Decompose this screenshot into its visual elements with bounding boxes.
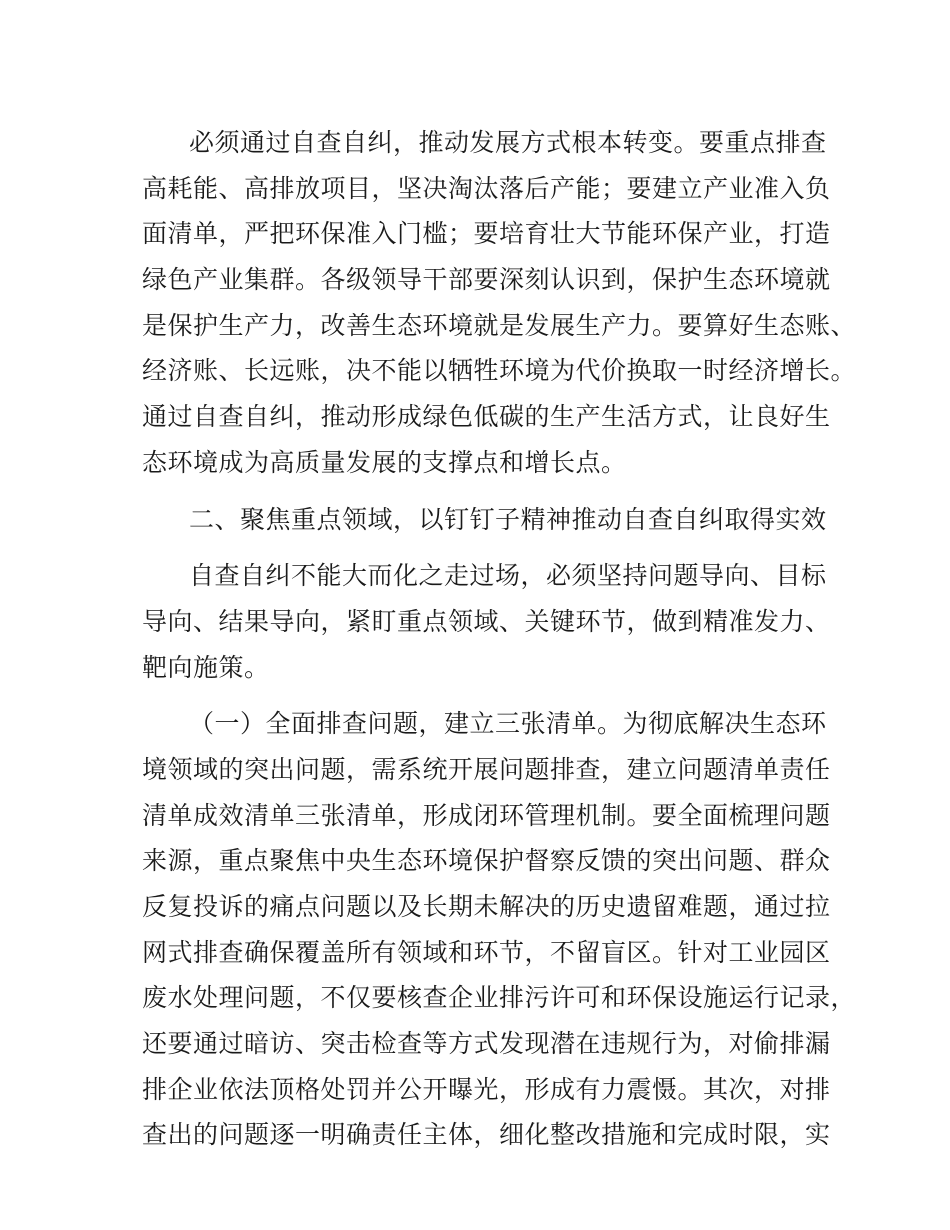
- text-line: 必须通过自查自纠，推动发展方式根本转变。要重点排查: [189, 128, 827, 157]
- text-line: 自查自纠不能大而化之走过场，必须坚持问题导向、目标: [189, 561, 827, 591]
- text-line: 排企业依法顶格处罚并公开曝光，形成有力震慑。其次，对排: [142, 1074, 831, 1104]
- heading-line: 二、聚焦重点领域，以钉钉子精神推动自查自纠取得实效: [189, 504, 827, 534]
- section-heading-2: [142, 497, 832, 543]
- text-line: （一）全面排查问题，建立三张清单。为彻底解决生态环: [189, 709, 827, 739]
- text-line: 境领域的突出问题，需系统开展问题排查，建立问题清单责任: [142, 754, 831, 784]
- text-line: 经济账、长远账，决不能以牺牲环境为代价换取一时经济增长。: [142, 356, 857, 386]
- paragraph-2: [142, 553, 832, 690]
- text-line: 绿色产业集群。各级领导干部要深刻认识到，保护生态环境就: [142, 265, 831, 295]
- text-line: 废水处理问题，不仅要核查企业排污许可和环保设施运行记录，: [142, 983, 857, 1013]
- text-line: 通过自查自纠，推动形成绿色低碳的生产生活方式，让良好生: [142, 402, 831, 432]
- document-body: [142, 120, 857, 1158]
- text-line: 态环境成为高质量发展的支撑点和增长点。: [142, 447, 627, 477]
- text-line: 导向、结果导向，紧盯重点领域、关键环节，做到精准发力、: [142, 606, 831, 636]
- paragraph-1: [142, 120, 857, 486]
- text-line: 是保护生产力，改善生态环境就是发展生产力。要算好生态账、: [142, 310, 857, 340]
- paragraph-3: [142, 701, 857, 1158]
- text-line: 面清单，严把环保准入门槛；要培育壮大节能环保产业，打造: [142, 219, 831, 249]
- text-line: 靶向施策。: [142, 652, 270, 682]
- text-line: 查出的问题逐一明确责任主体，细化整改措施和完成时限，实: [142, 1120, 831, 1150]
- text-line: 来源，重点聚焦中央生态环境保护督察反馈的突出问题、群众: [142, 846, 831, 876]
- text-line: 清单成效清单三张清单，形成闭环管理机制。要全面梳理问题: [142, 800, 831, 830]
- text-line: 网式排查确保覆盖所有领域和环节，不留盲区。针对工业园区: [142, 937, 831, 967]
- text-line: 还要通过暗访、突击检查等方式发现潜在违规行为，对偷排漏: [142, 1029, 831, 1059]
- text-line: 高耗能、高排放项目，坚决淘汰落后产能；要建立产业准入负: [142, 173, 831, 203]
- text-line: 反复投诉的痛点问题以及长期未解决的历史遗留难题，通过拉: [142, 892, 831, 921]
